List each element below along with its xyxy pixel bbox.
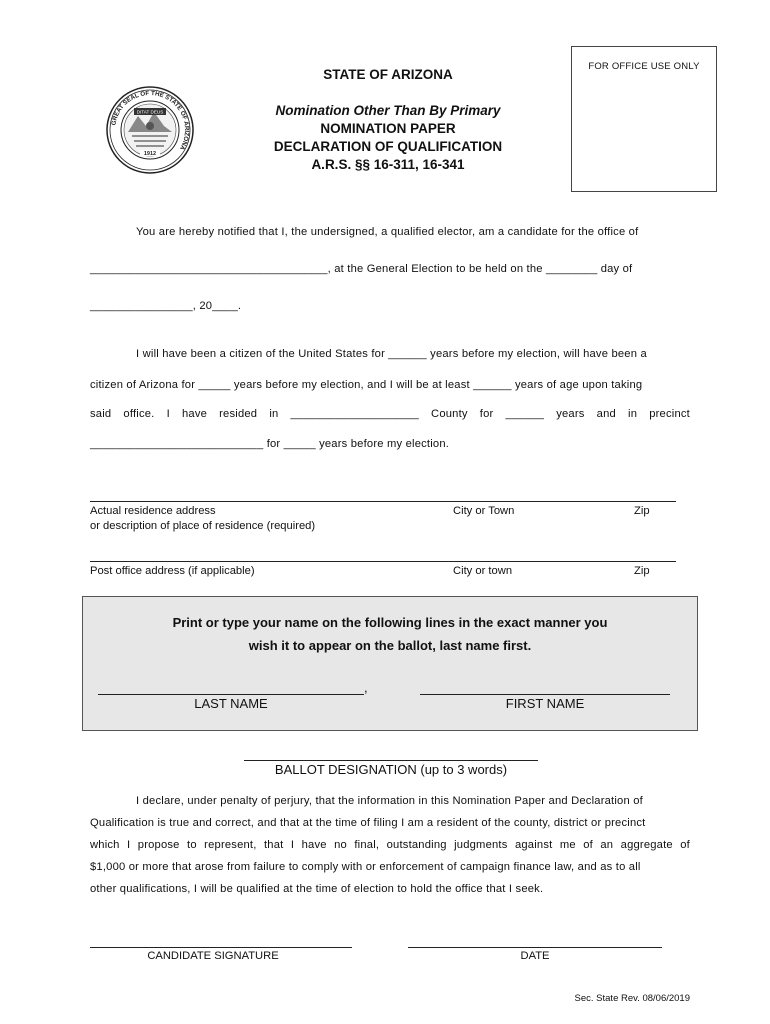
city-label: City or Town	[453, 505, 515, 517]
ballot-designation-field[interactable]	[244, 760, 538, 761]
ballot-name-instruction-1: Print or type your name on the following lines in the exact manner you	[172, 615, 608, 630]
citizenship-line-2[interactable]: citizen of Arizona for _____ years before my election, and I will be at least ______ years of age upon taking	[90, 379, 643, 391]
state-heading: STATE OF ARIZONA	[323, 67, 453, 82]
po-city-label: City or town	[453, 565, 513, 577]
last-name-field[interactable]	[98, 694, 364, 695]
ballot-name-instruction-2: wish it to appear on the ballot, last name first.	[248, 638, 532, 653]
declaration-line-3: which I propose to represent, that I have no final, outstanding judgments against me of an aggregate of	[90, 839, 690, 851]
form-subtitle: Nomination Other Than By Primary	[275, 103, 501, 118]
citizenship-line-1[interactable]: I will have been a citizen of the United States for ______ years before my election, will have been a	[136, 348, 647, 360]
declaration-line-5: other qualifications, I will be qualified at the time of election to hold the office that I seek.	[90, 883, 544, 895]
po-zip-label: Zip	[634, 565, 650, 577]
residence-address-label: Actual residence address	[90, 505, 216, 517]
zip-label: Zip	[634, 505, 650, 517]
notice-line-1: You are hereby notified that I, the undersigned, a qualified elector, am a candidate for the office of	[136, 226, 639, 238]
declaration-line-2: Qualification is true and correct, and that at the time of filing I am a resident of the county, district or precinct	[90, 817, 646, 829]
declaration-line-4: $1,000 or more that arose from failure to comply with or enforcement of campaign finance law, and as to all	[90, 861, 641, 873]
revision-footer: Sec. State Rev. 08/06/2019	[574, 993, 690, 1004]
seal-motto: DITAT DEUS	[136, 109, 164, 115]
form-title-line1: NOMINATION PAPER	[320, 121, 456, 136]
first-name-label: FIRST NAME	[505, 696, 585, 711]
office-use-label: FOR OFFICE USE ONLY	[588, 61, 700, 72]
seal-year: 1912	[143, 151, 157, 157]
seal-ring-text: GREAT SEAL OF THE STATE OF ARIZONA	[110, 89, 191, 152]
declaration-line-1: I declare, under penalty of perjury, that the information in this Nomination Paper and Declaration of	[136, 795, 643, 807]
date-field[interactable]	[408, 947, 662, 948]
residence-description-label: or description of place of residence (required)	[90, 520, 316, 532]
ballot-designation-label: BALLOT DESIGNATION (up to 3 words)	[274, 762, 508, 777]
office-use-box	[571, 46, 717, 192]
residence-address-field[interactable]	[90, 501, 676, 502]
po-address-field[interactable]	[90, 561, 676, 562]
arizona-state-seal	[106, 86, 194, 174]
name-comma: ,	[364, 680, 368, 695]
statute-reference: A.R.S. §§ 16-311, 16-341	[311, 157, 465, 172]
candidate-signature-label: CANDIDATE SIGNATURE	[147, 950, 279, 962]
form-title-line2: DECLARATION OF QUALIFICATION	[273, 139, 503, 154]
first-name-field[interactable]	[420, 694, 670, 695]
po-address-label: Post office address (if applicable)	[90, 565, 255, 577]
candidate-signature-field[interactable]	[90, 947, 352, 948]
precinct-line-4[interactable]: ___________________________ for _____ years before my election.	[90, 438, 450, 450]
last-name-label: LAST NAME	[194, 696, 268, 711]
notice-line-3[interactable]: ________________, 20____.	[90, 300, 242, 312]
residency-line-3[interactable]: said office. I have resided in ____________________ County for ______ years and in precinct	[90, 408, 690, 420]
date-label: DATE	[520, 950, 550, 962]
notice-line-2[interactable]: _____________________________________, at the General Election to be held on the ________ day of	[90, 263, 633, 275]
